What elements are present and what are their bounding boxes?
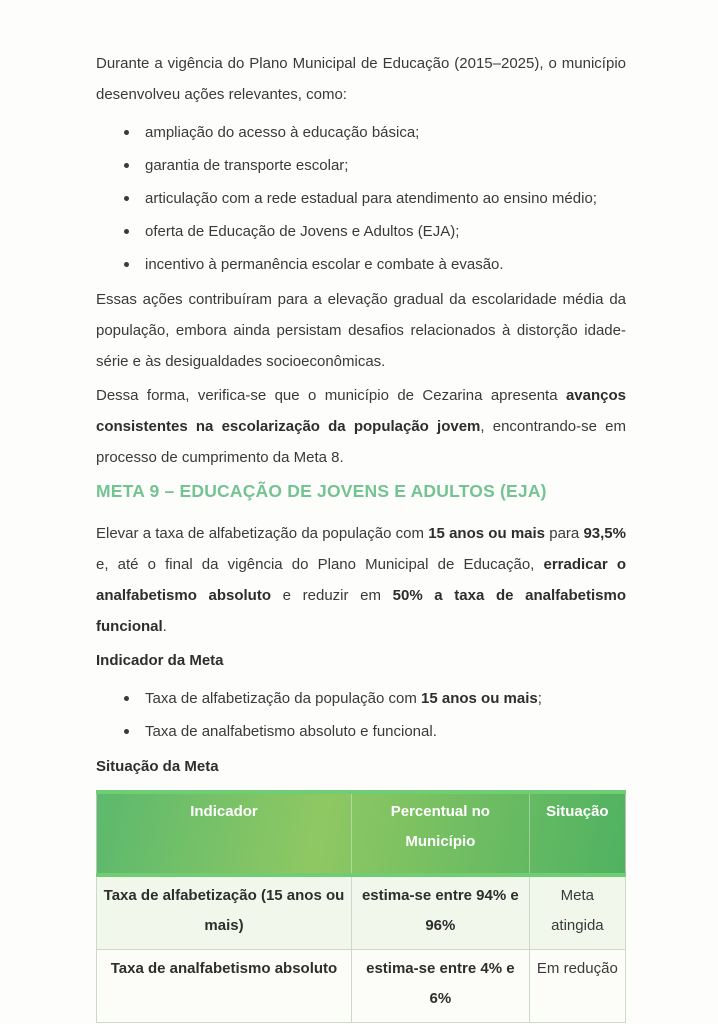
text-run: .: [162, 618, 167, 635]
text-run: oferta de Educação de Jovens e Adultos (EJA);: [145, 223, 460, 240]
paragraph-conclusao-meta8: [96, 380, 626, 473]
text-run: , encontrando-se em processo de cumprimento da Meta 8.: [96, 418, 626, 466]
cell-percentual: estima-se entre 94% e 96%: [351, 875, 529, 950]
text-run: Durante a vigência do Plano Municipal de Educação (2015–2025), o município desenvolveu ações relevantes, como:: [96, 55, 626, 103]
paragraph-intro: [96, 48, 626, 110]
situacao-table: [96, 790, 626, 1023]
actions-list: [96, 116, 626, 281]
text-run: Taxa de alfabetização da população com: [145, 690, 422, 707]
text-run: Essas ações contribuíram para a elevação gradual da escolaridade média da população, embora ainda persistam desafios relacionados à distorção idade-série e às desigualdades socioeconômicas.: [96, 291, 626, 370]
text-run: ampliação do acesso à educação básica;: [145, 124, 420, 141]
table-header-cell: Percentual no Município: [351, 792, 529, 875]
situacao-table-body: [97, 875, 626, 1023]
list-item: [122, 116, 626, 149]
cell-indicador: Taxa de alfabetização (15 anos ou mais): [97, 875, 352, 950]
cell-situacao: Meta atingida: [529, 875, 625, 950]
list-item: [122, 149, 626, 182]
bold-text-run: 15 anos ou mais: [428, 525, 546, 542]
list-item: [122, 182, 626, 215]
cell-indicador: Taxa de analfabetismo absoluto: [97, 950, 352, 1023]
text-run: incentivo à permanência escolar e combate à evasão.: [145, 256, 504, 273]
situacao-da-meta-heading: Situação da Meta: [96, 758, 219, 775]
indicador-da-meta-heading: Indicador da Meta: [96, 652, 224, 669]
bold-text-run: 93,5%: [583, 525, 626, 542]
meta9-heading: META 9 – EDUCAÇÃO DE JOVENS E ADULTOS (EJA): [96, 481, 547, 501]
cell-percentual: estima-se entre 4% e 6%: [351, 950, 529, 1023]
list-item: [122, 248, 626, 281]
list-item: [122, 715, 626, 748]
table-header-row: [97, 792, 626, 875]
cell-situacao: Em redução: [529, 950, 625, 1023]
bold-text-run: avanços consistentes na escolarização da população jovem: [96, 387, 626, 435]
list-item: [122, 215, 626, 248]
indicadores-list: [96, 682, 626, 748]
text-run: Elevar a taxa de alfabetização da população com: [96, 525, 429, 542]
text-run: ;: [537, 690, 542, 707]
table-row: [97, 950, 626, 1023]
list-item: [122, 682, 626, 715]
text-run: Taxa de analfabetismo absoluto e funcional.: [145, 723, 437, 740]
text-run: Dessa forma, verifica-se que o município de Cezarina apresenta: [96, 387, 566, 404]
text-run: garantia de transporte escolar;: [145, 157, 349, 174]
paragraph-contribuicoes: [96, 284, 626, 377]
text-run: e, até o final da vigência do Plano Municipal de Educação,: [96, 556, 544, 573]
paragraph-meta9-texto: [96, 518, 626, 642]
text-run: e reduzir em: [271, 587, 393, 604]
table-header-cell: Situação: [529, 792, 625, 875]
bold-text-run: 15 anos ou mais: [421, 690, 538, 707]
bold-text-run: 50% a taxa de analfabetismo funcional: [96, 587, 626, 635]
text-run: articulação com a rede estadual para atendimento ao ensino médio;: [145, 190, 597, 207]
table-header-cell: Indicador: [97, 792, 352, 875]
situacao-table-head: [97, 792, 626, 875]
table-row: [97, 875, 626, 950]
text-run: para: [545, 525, 584, 542]
bold-text-run: erradicar o analfabetismo absoluto: [96, 556, 626, 604]
